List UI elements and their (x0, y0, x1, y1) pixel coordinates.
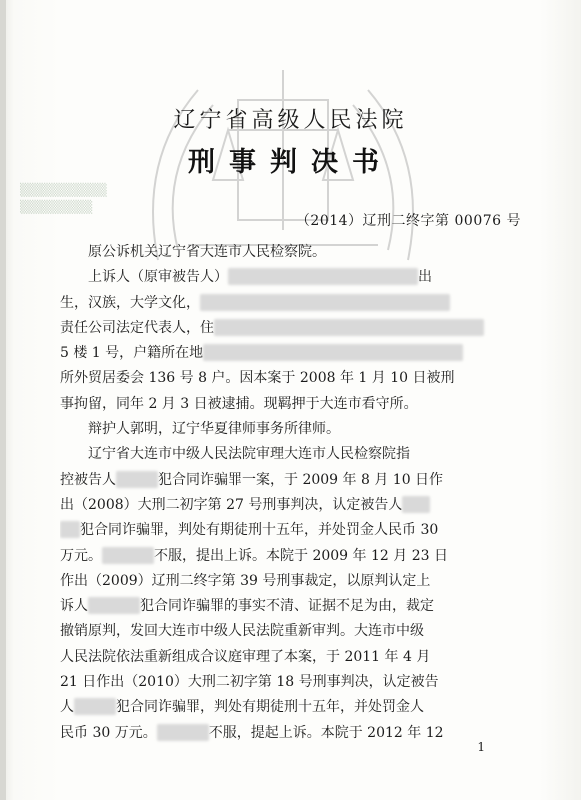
text-span: 辽宁省大连市中级人民法院审理大连市人民检察院指 (88, 446, 410, 463)
text-span: 所外贸居委会 136 号 8 户。因本案于 2008 年 1 月 10 日被刑 (60, 370, 455, 387)
text-span: 生，汉族，大学文化， (60, 294, 200, 311)
body-line (60, 291, 498, 316)
text-span: 事拘留，同年 2 月 3 日被逮捕。现羁押于大连市看守所。 (60, 395, 418, 412)
text-span: 犯合同诈骗罪，判处有期徒刑十五年，并处罚金人民币 30 (80, 522, 439, 539)
text-span: 辩护人郭明，辽宁华夏律师事务所律师。 (88, 421, 340, 438)
body-line (60, 518, 498, 543)
text-span: 5 楼 1 号，户籍所在地 (60, 345, 204, 362)
text-span: 不服，提出上诉。本院于 2009 年 12 月 23 日 (154, 547, 448, 564)
text-span: 人 (60, 699, 74, 716)
body-line (60, 341, 498, 366)
text-span: 作出（2009）辽刑二终字第 39 号刑事裁定，以原判认定上 (60, 572, 431, 589)
document-title: 刑事判决书 (188, 147, 393, 178)
body-line (60, 695, 498, 720)
text-span: 人民法院依法重新组成合议庭审理了本案，于 2011 年 4 月 (60, 648, 431, 665)
document-body (60, 240, 498, 746)
body-line (60, 316, 498, 341)
court-name: 辽宁省高级人民法院 (173, 108, 408, 133)
redaction-block (116, 471, 158, 488)
redaction-block (200, 294, 450, 311)
redaction-block (203, 344, 463, 361)
text-span: 犯合同诈骗罪，判处有期徒刑十五年，并处罚金人 (116, 699, 424, 716)
stamp-bleed-through: ▒▒▒▒▒▒▒▒▒▒▒▒ ▒▒▒▒▒▒▒▒▒▒ (20, 183, 107, 214)
body-line (60, 493, 498, 518)
body-line (60, 366, 498, 391)
text-span: 出（2008）大刑二初字第 27 号刑事判决，认定被告人 (60, 496, 403, 513)
body-line (88, 240, 498, 265)
text-span: 控被告人 (60, 471, 116, 488)
body-line (60, 468, 498, 493)
text-span: 责任公司法定代表人，住 (60, 319, 214, 336)
body-line (60, 670, 498, 695)
text-span: 诉人 (60, 598, 88, 615)
text-span: 原公诉机关辽宁省大连市人民检察院。 (88, 244, 326, 260)
body-line (88, 417, 498, 442)
text-span: 撤销原判，发回大连市中级人民法院重新审判。大连市中级 (60, 623, 424, 640)
text-span: 万元。 (60, 547, 102, 564)
text-span: 犯合同诈骗罪的事实不清、证据不足为由，裁定 (140, 598, 434, 615)
redaction-block (214, 319, 484, 336)
text-span: 民币 30 万元。 (60, 724, 157, 741)
text-span: 21 日作出（2010）大刑二初字第 18 号刑事判决，认定被告 (60, 674, 439, 691)
redaction-block (74, 698, 116, 715)
redaction-block (157, 724, 209, 741)
text-span: 不服，提起上诉。本院于 2012 年 12 (208, 724, 444, 741)
body-line (60, 645, 498, 670)
body-line (60, 619, 498, 644)
case-number: （2014）辽刑二终字第 00076 号 (295, 213, 521, 229)
redaction-block (402, 496, 430, 513)
page-number: 1 (477, 740, 485, 754)
body-line (88, 265, 498, 290)
body-line (60, 569, 498, 594)
body-line (60, 544, 498, 569)
text-span: 上诉人（原审被告人） (88, 269, 228, 286)
redaction-block (88, 597, 140, 614)
body-line (88, 442, 498, 467)
body-line (60, 392, 498, 417)
redaction-block (228, 268, 418, 285)
redaction-block (102, 547, 154, 564)
body-line (60, 721, 498, 746)
text-span: 犯合同诈骗罪一案，于 2009 年 8 月 10 日作 (158, 471, 444, 488)
redaction-block (60, 521, 80, 538)
text-span: 出 (418, 269, 432, 286)
body-line (60, 594, 498, 619)
